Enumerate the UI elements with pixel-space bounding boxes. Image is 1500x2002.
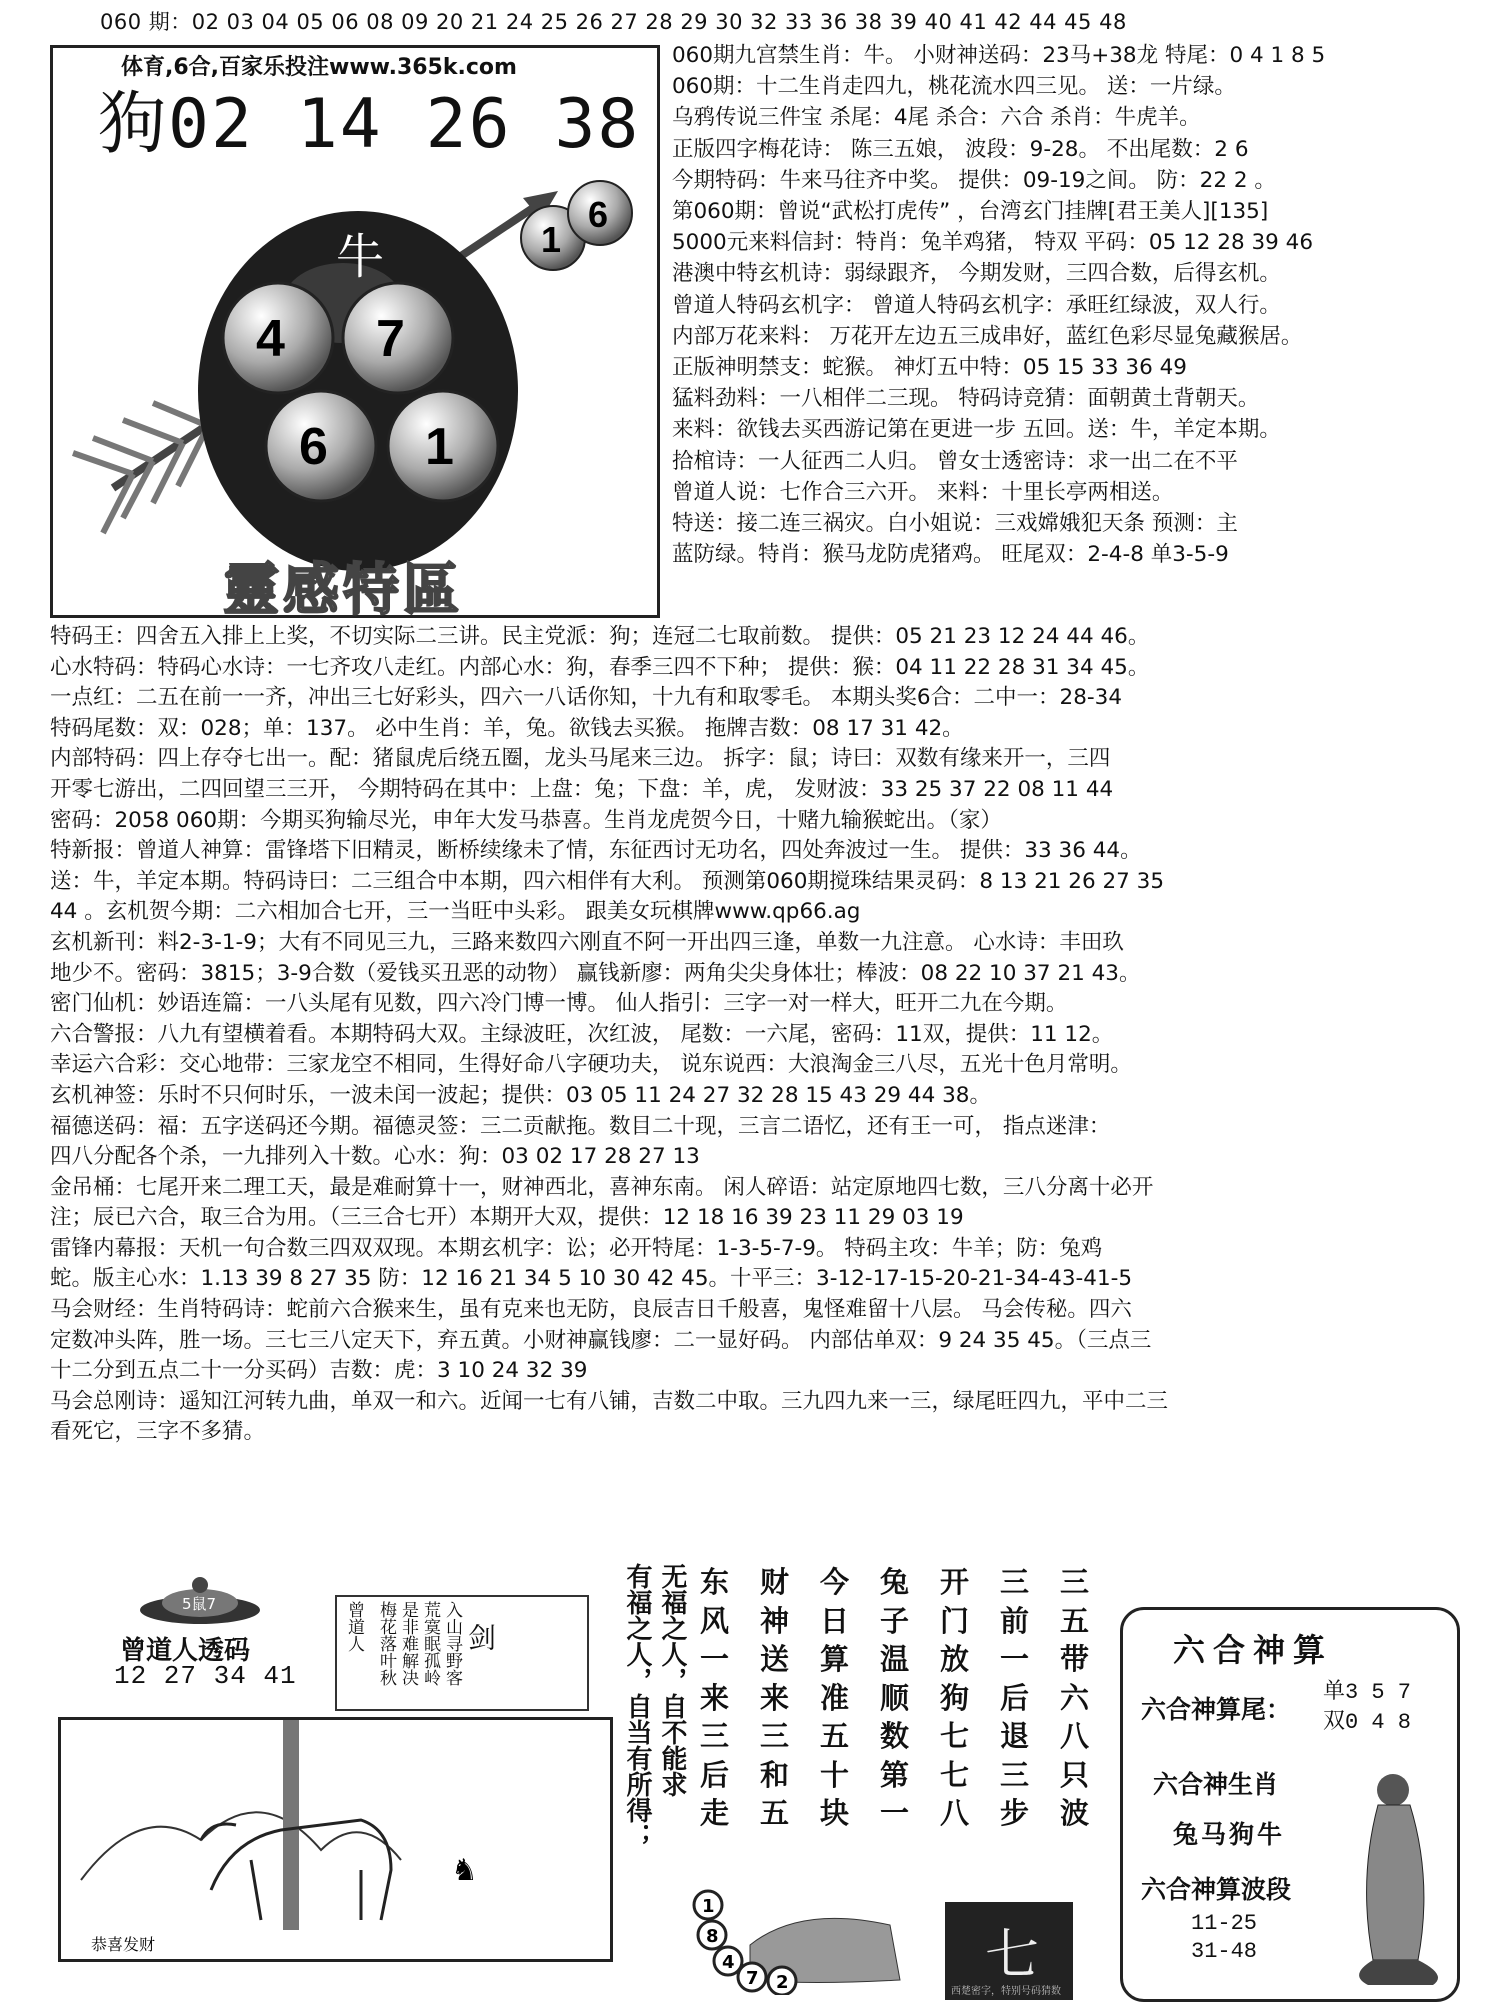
liuhe-wave-values (1191, 1910, 1257, 1966)
text-line: 曾道人特码玄机字： 曾道人特码玄机字：承旺红绿波，双人行。 (672, 292, 1281, 318)
text-line: 乌鸦传说三件宝 杀尾：4尾 杀合：六合 杀肖：牛虎羊。 (672, 105, 1201, 131)
bottom-section (0, 1555, 1500, 2000)
tao-ma-panel (100, 1575, 320, 1695)
text-line: 四八分配各个杀，一九排列入十数。心水：狗：03 02 17 28 27 13 (50, 1144, 700, 1170)
right-text-column (672, 40, 1462, 570)
wave-range: 11-25 (1191, 1911, 1258, 1936)
issue-number-line: 060 期：02 03 04 05 06 08 09 20 21 24 25 26 27 28 29 30 32 33 36 38 39 40 41 42 44 45 48 (100, 10, 1127, 34)
tail-double: 双0 4 8 (1323, 1710, 1412, 1735)
text-line: 猛料劲料：一八相伴二三现。 特码诗竞猜：面朝黄土背朝天。 (672, 386, 1260, 412)
text-line: 内部特码：四上存夺七出一。配：猪鼠虎后绕五圈，龙头马尾来三边。 拆字：鼠；诗曰：双数有缘来开一，三四 (50, 746, 1111, 772)
svg-text:2: 2 (776, 1972, 789, 1993)
feature-box (50, 45, 660, 623)
grid-row: 走 五 块 一 八 步 波 (700, 1796, 1090, 1830)
text-line: 马会财经：生肖特码诗：蛇前六合猴来生，虽有克来也无防，良辰吉日千般喜，鬼怪难留十八层。 马会传秘。四六 (50, 1297, 1132, 1323)
text-line: 内部万花来料： 万花开左边五三成串好，蓝红色彩尽显兔藏猴居。 (672, 323, 1303, 349)
liuhe-zodiac-values: 兔马狗牛 (1173, 1820, 1286, 1849)
tao-ma-numbers: 12 27 34 41 (114, 1661, 297, 1691)
svg-text:6: 6 (588, 194, 609, 235)
text-line: 玄机新刊：料2-3-1-9；大有不同见三九，三路来数四六刚直不阿一开出四三逢，单数一九注意。 心水诗：丰田玖 (50, 929, 1124, 955)
text-line: 来料：欲钱去买西游记第在更进一步 五回。送：牛，羊定本期。 (672, 417, 1281, 443)
grid-row: 东 财 今 兔 开 三 三 (700, 1565, 1090, 1599)
text-line: 十二分到五点二十一分买码）吉数：虎：3 10 24 32 39 (50, 1358, 588, 1384)
poem-box (335, 1595, 589, 1711)
liuhe-zodiac-label: 六合神生肖 (1153, 1770, 1279, 1799)
liuhe-tail-label: 六合神算尾： (1141, 1695, 1292, 1724)
text-line: 六合警报：八九有望横着看。本期特码大双。主绿波旺，次红波， 尾数：一六尾，密码：11双，提供：11 12。 (50, 1021, 1114, 1047)
text-line: 一点红：二五在前一一齐，冲出三七好彩头，四六一八话你知，十九有和取零毛。 本期头奖6合：二中一：28-34 (50, 685, 1122, 711)
ball-illustration (53, 48, 657, 615)
poem-column: 入山寻野客 (442, 1601, 462, 1686)
image-mark: ♞ (451, 1853, 478, 1888)
sword-badge: 剑 (464, 1623, 497, 1651)
text-line: 开零七游出，二四回望三三开， 今期特码在其中：上盘：兔；下盘：羊，虎， 发财波：33 25 37 22 08 11 44 (50, 776, 1114, 802)
text-line: 马会总刚诗：遥知江河转九曲，单双一和六。近闻一七有八铺，吉数二中取。三九四九来一三，绿尾旺四九，平中二三 (50, 1388, 1169, 1414)
svg-text:7: 7 (746, 1968, 759, 1989)
svg-text:6: 6 (299, 418, 328, 476)
text-line: 地少不。密码：3815；3-9合数（爱钱买丑恶的动物） 赢钱新廖：两角尖尖身体壮；棒波：08 22 10 37 21 43。 (50, 960, 1141, 986)
character-grid (700, 1560, 1120, 1830)
text-line: 拾棺诗：一人征西二人归。 曾女士透密诗：求一出二在不平 (672, 448, 1238, 474)
text-line: 注；辰已六合，取三合为用。（三三合七开）本期开大双，提供：12 18 16 39 23 11 29 03 19 (50, 1205, 964, 1231)
ball-7 (343, 283, 453, 393)
immortal-figure (1338, 1760, 1448, 1990)
poem-column: 是非难解决 (398, 1601, 418, 1686)
text-line: 心水特码：特码心水诗：一七齐攻八走红。内部心水：狗，春季三四不下种； 提供：猴：04 11 22 28 31 34 45。 (50, 654, 1150, 680)
text-line: 特送：接二连三祸灾。白小姐说：三戏嫦娥犯天条 预测：主 (672, 511, 1238, 537)
poem-column: 荒寞眠孤岭 (420, 1601, 440, 1686)
site-banner: 体育,6合,百家乐投注www.365k.com (121, 55, 517, 80)
qi-box (945, 1902, 1073, 2000)
svg-text:1: 1 (702, 1896, 715, 1917)
text-line: 蓝防绿。特肖：猴马龙防虎猪鸡。 旺尾双：2-4-8 单3-5-9 (672, 542, 1229, 568)
text-line: 港澳中特玄机诗：弱绿跟齐， 今期发财，三四合数，后得玄机。 (672, 261, 1281, 287)
svg-text:8: 8 (706, 1926, 719, 1947)
grid-row: 风 神 日 子 门 前 五 (700, 1603, 1090, 1638)
svg-text:1: 1 (541, 219, 562, 260)
text-line: 060期：十二生肖走四九，桃花流水四三见。 送：一片绿。 (672, 74, 1236, 100)
horse-illustration (58, 1717, 613, 1962)
small-ball (738, 1963, 766, 1991)
text-line: 特码尾数：双：028；单：137。 必中生肖：羊，兔。欲钱去买猴。 拖牌吉数：08 17 31 42。 (50, 715, 964, 741)
svg-text:7: 7 (376, 310, 405, 368)
text-line: 看死它，三字不多猜。 (50, 1419, 266, 1445)
liuhe-wave-label: 六合神算波段 (1141, 1875, 1292, 1904)
svg-text:4: 4 (256, 310, 285, 368)
small-balls-illustration (690, 1885, 910, 1995)
horse-sketch (61, 1720, 610, 1959)
svg-text:4: 4 (722, 1952, 735, 1973)
ball-6 (266, 391, 376, 501)
tail-single: 单3 5 7 (1323, 1680, 1412, 1705)
headline-numbers: 狗02 14 26 38 (98, 85, 641, 164)
svg-text:1: 1 (425, 418, 454, 476)
text-line: 送：牛，羊定本期。特码诗曰：二三组合中本期，四六相伴有大利。 预测第060期搅珠结果灵码：8 13 21 26 27 35 (50, 868, 1165, 894)
text-line: 曾道人说：七作合三六开。 来料：十里长亭两相送。 (672, 479, 1174, 505)
vertical-proverb-left: 有福之人，自当有所得； (622, 1563, 652, 1849)
vertical-proverb-right: 无福之人，自不能求 (657, 1563, 687, 1797)
qi-char: 七 (985, 1923, 1039, 1986)
text-line: 密门仙机：妙语连篇：一八头尾有见数，四六冷门博一博。 仙人指引：三字一对一样大，旺开二九在今期。 (50, 991, 1068, 1017)
small-ball (694, 1891, 722, 1919)
ball-1 (388, 391, 498, 501)
grid-row: 三 三 五 数 七 退 八 (700, 1719, 1090, 1753)
tortoise-icon (120, 1575, 320, 1635)
text-line: 雷锋内幕报：天机一句合数三四双双现。本期玄机字：讼；必开特尾：1-3-5-7-9。 特码主攻：牛羊；防：兔鸡 (50, 1235, 1103, 1261)
text-line: 今期特码：牛来马往齐中奖。 提供：09-19之间。 防：22 2 。 (672, 167, 1276, 193)
image-caption: 恭喜发财 (91, 1935, 156, 1954)
grid-row: 一 送 算 温 放 一 带 (700, 1642, 1090, 1676)
text-line: 正版四字梅花诗： 陈三五娘， 波段：9-28。 不出尾数：2 6 (672, 136, 1249, 162)
qi-caption: 西楚密字，特别号码猜数 (951, 1986, 1061, 1997)
text-line: 正版神明禁支：蛇猴。 神灯五中特：05 15 33 36 49 (672, 355, 1187, 381)
text-line: 第060期：曾说“武松打虎传” ，台湾玄门挂牌[君王美人][135] (672, 199, 1269, 225)
text-line: 玄机神签：乐时不只何时乐，一波未闰一波起；提供：03 05 11 24 27 32 28 15 43 29 44 38。 (50, 1082, 991, 1108)
text-line: 特码王：四舍五入排上上奖，不切实际二三讲。民主党派：狗；连冠二七取前数。 提供：05 21 23 12 24 44 46。 (50, 624, 1150, 649)
grid-row: 来 来 准 顺 狗 后 六 (700, 1680, 1090, 1715)
text-line: 密码：2058 060期：今期买狗输尽光，申年大发马恭喜。生肖龙虎贺今日，十赌九输猴蛇出。（家） (50, 807, 1002, 833)
side-ball-6 (568, 181, 632, 245)
small-ball (698, 1921, 726, 1949)
text-line: 5000元来料信封：特肖：兔羊鸡猪， 特双 平码：05 12 28 39 46 (672, 230, 1314, 256)
text-line: 金吊桶：七尾开来二理工天，最是难耐算十一，财神西北，喜神东南。 闲人碎语：站定原地四七数，三八分离十必开 (50, 1174, 1154, 1200)
liuhe-panel (1120, 1607, 1460, 2002)
text-line: 特新报：曾道人神算：雷锋塔下旧精灵，断桥续缘未了情，东征西讨无功名，四处奔波过一生。 提供：33 36 44。 (50, 838, 1142, 864)
text-line: 44 。玄机贺今期：二六相加合七开，三一当旺中头彩。 跟美女玩棋牌www.qp66.ag (50, 899, 861, 925)
text-line: 060期九宫禁生肖：牛。 小财神送码：23马+38龙 特尾：0 4 1 8 5 (672, 43, 1326, 68)
text-line: 蛇。版主心水：1.13 39 8 27 35 防：12 16 21 34 5 10 30 42 45。十平三：3-12-17-15-20-21-34-43-41-5 (50, 1266, 1133, 1292)
small-ball (768, 1967, 796, 1995)
main-text-block (50, 622, 1455, 1448)
poem-column: 曾道人 (344, 1601, 364, 1652)
poem-column: 梅花落叶秋 (376, 1601, 396, 1686)
tao-ma-label: 曾道人透码 (120, 1636, 251, 1666)
text-line: 定数冲头阵，胜一场。三七三八定天下，弃五黄。小财神赢钱廖：二一显好码。 内部估单双：9 24 35 45。（三点三 (50, 1327, 1152, 1353)
zodiac-char: 牛 (336, 229, 385, 285)
stamp-text: 靈感特區 (223, 558, 463, 623)
wave-range: 31-48 (1191, 1939, 1258, 1964)
liuhe-title: 六合神算 (1173, 1631, 1334, 1669)
svg-text:5鼠7: 5鼠7 (182, 1595, 217, 1613)
text-line: 幸运六合彩：交心地带：三家龙空不相同，生得好命八字硬功夫， 说东说西：大浪淘金三八尽，五光十色月常明。 (50, 1052, 1132, 1078)
grid-row: 后 和 十 第 七 三 只 (700, 1757, 1090, 1792)
ball-4 (223, 283, 333, 393)
liuhe-tail-values (1323, 1678, 1411, 1738)
text-line: 福德送码：福：五字送码还今期。福德灵签：三二贡献拖。数目二十现，三言二语忆，还有王一可， 指点迷津： (50, 1113, 1111, 1139)
